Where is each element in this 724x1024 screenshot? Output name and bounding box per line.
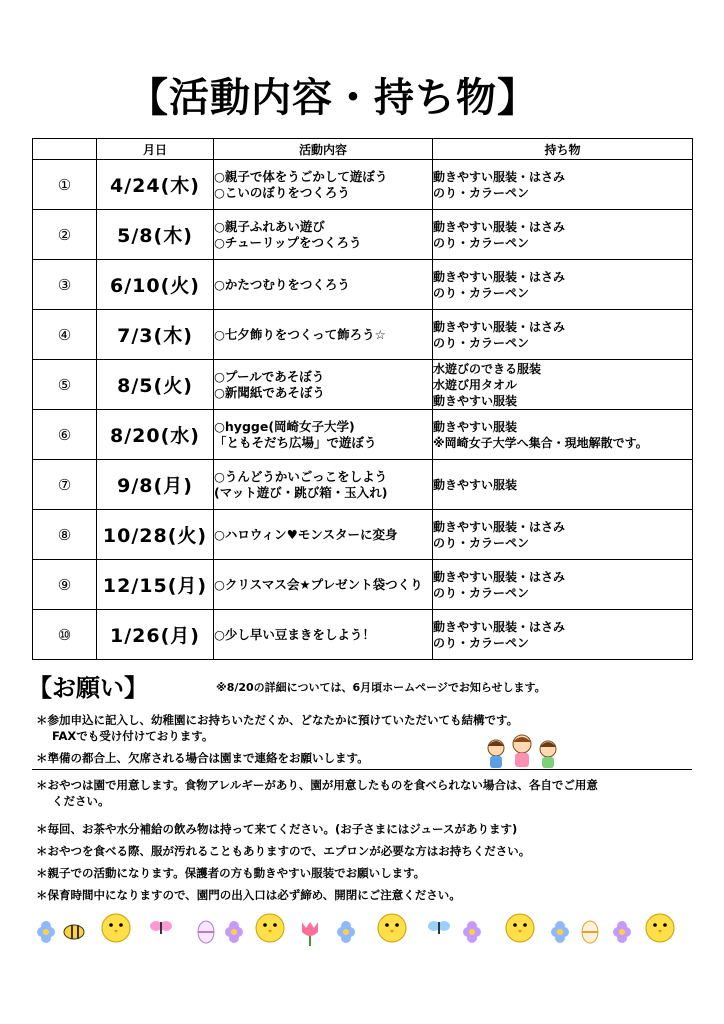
flower-icon bbox=[463, 921, 481, 943]
activity-line: ○かたつむりをつくろう bbox=[214, 276, 350, 292]
item-line: のり・カラーペン bbox=[433, 335, 530, 350]
table-row bbox=[33, 310, 693, 360]
child-figure bbox=[540, 741, 556, 768]
row-number: ④ bbox=[33, 310, 97, 360]
bee-icon bbox=[64, 925, 84, 939]
item-line: のり・カラーペン bbox=[433, 635, 530, 650]
row-number: ⑦ bbox=[33, 460, 97, 510]
row-items bbox=[433, 560, 693, 610]
row-items bbox=[433, 610, 693, 660]
row-items bbox=[433, 510, 693, 560]
item-line: ※岡崎女子大学へ集合・現地解散です。 bbox=[433, 435, 648, 450]
header-number bbox=[33, 139, 97, 160]
item-line: のり・カラーペン bbox=[433, 585, 530, 600]
activity-line: ○親子で体をうごかして遊ぼう bbox=[214, 168, 388, 184]
request-text: ＊保育時間中になりますので、園門の出入口は必ず締め、開閉にご注意ください。 bbox=[36, 888, 461, 902]
row-activity bbox=[214, 610, 433, 660]
item-line: 動きやすい服装・はさみ bbox=[433, 519, 566, 534]
item-line: 動きやすい服装・はさみ bbox=[433, 319, 566, 334]
row-date: 1/26(月) bbox=[97, 610, 214, 660]
table-row bbox=[33, 560, 693, 610]
table-row bbox=[33, 410, 693, 460]
request-subtext: ください。 bbox=[52, 794, 110, 808]
row-date: 5/8(木) bbox=[97, 210, 214, 260]
row-date: 6/10(火) bbox=[97, 260, 214, 310]
activity-line: ○ハロウィン♥モンスターに変身 bbox=[214, 526, 398, 542]
request-item bbox=[36, 843, 530, 859]
request-text: ＊準備の都合上、欠席される場合は園まで連絡をお願いします。 bbox=[36, 751, 369, 765]
activity-line: (マット遊び・跳び箱・玉入れ) bbox=[214, 484, 388, 500]
request-text: ＊毎回、お茶や水分補給の飲み物は持って来てください。(お子さまにはジュースがあります) bbox=[36, 822, 518, 836]
table-row bbox=[33, 460, 693, 510]
header-activity: 活動内容 bbox=[214, 139, 433, 160]
row-number: ① bbox=[33, 160, 97, 210]
request-text: ＊親子での活動になります。保護者の方も動きやすい服装でお願いします。 bbox=[36, 866, 426, 880]
request-item bbox=[36, 821, 517, 837]
row-number: ③ bbox=[33, 260, 97, 310]
row-activity bbox=[214, 510, 433, 560]
row-date: 9/8(月) bbox=[97, 460, 214, 510]
activity-line: ○少し早い豆まきをしよう！ bbox=[214, 626, 375, 642]
activity-line: ○新聞紙であそぼう bbox=[214, 384, 325, 400]
row-activity bbox=[214, 260, 433, 310]
row-number: ⑥ bbox=[33, 410, 97, 460]
table-row bbox=[33, 260, 693, 310]
flower-icon bbox=[37, 921, 55, 943]
row-date: 8/5(火) bbox=[97, 360, 214, 410]
flower-icon bbox=[551, 921, 569, 943]
row-activity bbox=[214, 460, 433, 510]
row-items bbox=[433, 460, 693, 510]
activity-line: ○クリスマス会★プレゼント袋つくり bbox=[214, 576, 423, 592]
header-date: 月日 bbox=[97, 139, 214, 160]
item-line: 動きやすい服装・はさみ bbox=[433, 569, 566, 584]
page-title: 【活動内容・持ち物】 bbox=[128, 75, 538, 121]
request-text: ＊おやつを食べる際、服が汚れることもありますので、エプロンが必要な方はお持ちください。 bbox=[36, 844, 531, 858]
item-line: 水遊び用タオル bbox=[433, 377, 518, 392]
activity-line: ○hygge(岡崎女子大学) bbox=[214, 418, 355, 434]
header-items: 持ち物 bbox=[433, 139, 693, 160]
divider bbox=[32, 769, 692, 770]
item-line: 動きやすい服装・はさみ bbox=[433, 169, 566, 184]
activity-line: ○親子ふれあい遊び bbox=[214, 218, 325, 234]
request-subtext: FAXでも受け付けております。 bbox=[52, 729, 214, 743]
chick-icon bbox=[256, 914, 284, 942]
item-line: 動きやすい服装・はさみ bbox=[433, 269, 566, 284]
row-activity bbox=[214, 210, 433, 260]
request-text: ＊おやつは園で用意します。食物アレルギーがあり、園が用意したものを食べられない場合は、各自でご用意 bbox=[36, 778, 598, 792]
row-number: ⑤ bbox=[33, 360, 97, 410]
activity-line: 「ともそだち広場」で遊ぼう bbox=[214, 434, 377, 450]
chick-icon bbox=[378, 914, 406, 942]
item-line: のり・カラーペン bbox=[433, 535, 530, 550]
requests-note: ※8/20の詳細については、6月頃ホームページでお知らせします。 bbox=[216, 681, 546, 694]
row-items bbox=[433, 360, 693, 410]
row-date: 12/15(月) bbox=[97, 560, 214, 610]
request-item bbox=[36, 777, 598, 809]
table-row bbox=[33, 510, 693, 560]
tulip-icon bbox=[302, 922, 318, 946]
row-activity bbox=[214, 160, 433, 210]
requests-title: 【お願い】 bbox=[28, 674, 148, 702]
chick-icon bbox=[102, 914, 130, 942]
row-date: 7/3(木) bbox=[97, 310, 214, 360]
table-row bbox=[33, 160, 693, 210]
row-number: ⑩ bbox=[33, 610, 97, 660]
children-illustration bbox=[482, 732, 562, 774]
flower-icon bbox=[613, 921, 631, 943]
row-activity bbox=[214, 360, 433, 410]
row-activity bbox=[214, 310, 433, 360]
row-number: ⑨ bbox=[33, 560, 97, 610]
child-figure bbox=[513, 735, 531, 767]
item-line: 動きやすい服装・はさみ bbox=[433, 219, 566, 234]
row-items bbox=[433, 260, 693, 310]
item-line: 動きやすい服装 bbox=[433, 393, 518, 408]
item-line: 動きやすい服装・はさみ bbox=[433, 619, 566, 634]
activity-line: ○うんどうかいごっこをしよう bbox=[214, 468, 388, 484]
schedule-table bbox=[32, 138, 693, 660]
child-figure bbox=[488, 740, 504, 768]
row-items bbox=[433, 210, 693, 260]
activity-line: ○チューリップをつくろう bbox=[214, 234, 362, 250]
row-date: 4/24(木) bbox=[97, 160, 214, 210]
row-number: ② bbox=[33, 210, 97, 260]
item-line: 動きやすい服装 bbox=[433, 477, 518, 492]
activity-line: ○プールであそぼう bbox=[214, 368, 325, 384]
row-items bbox=[433, 410, 693, 460]
row-activity bbox=[214, 560, 433, 610]
chick-icon bbox=[506, 914, 534, 942]
request-item bbox=[36, 865, 425, 881]
item-line: のり・カラーペン bbox=[433, 185, 530, 200]
easter-egg-icon bbox=[582, 921, 598, 943]
item-line: 動きやすい服装 bbox=[433, 419, 518, 434]
activity-line: ○こいのぼりをつくろう bbox=[214, 184, 350, 200]
row-items bbox=[433, 310, 693, 360]
table-header-row bbox=[33, 139, 693, 160]
decorative-footer-border bbox=[30, 908, 694, 948]
row-items bbox=[433, 160, 693, 210]
butterfly-icon bbox=[428, 921, 450, 934]
butterfly-icon bbox=[150, 921, 172, 934]
row-number: ⑧ bbox=[33, 510, 97, 560]
row-activity bbox=[214, 410, 433, 460]
row-date: 8/20(水) bbox=[97, 410, 214, 460]
table-row bbox=[33, 210, 693, 260]
request-text: ＊参加申込に記入し、幼稚園にお持ちいただくか、どなたかに預けていただいても結構です。 bbox=[36, 713, 519, 727]
request-item bbox=[36, 750, 369, 766]
item-line: のり・カラーペン bbox=[433, 235, 530, 250]
table-row bbox=[33, 610, 693, 660]
easter-egg-icon bbox=[198, 921, 214, 943]
chick-icon bbox=[646, 914, 674, 942]
item-line: 水遊びのできる服装 bbox=[433, 361, 542, 376]
flower-icon bbox=[225, 921, 243, 943]
request-item bbox=[36, 712, 518, 744]
item-line: のり・カラーペン bbox=[433, 285, 530, 300]
request-item bbox=[36, 887, 461, 903]
row-date: 10/28(火) bbox=[97, 510, 214, 560]
flower-icon bbox=[337, 921, 355, 943]
activity-line: ○七夕飾りをつくって飾ろう☆ bbox=[214, 326, 386, 342]
table-row bbox=[33, 360, 693, 410]
